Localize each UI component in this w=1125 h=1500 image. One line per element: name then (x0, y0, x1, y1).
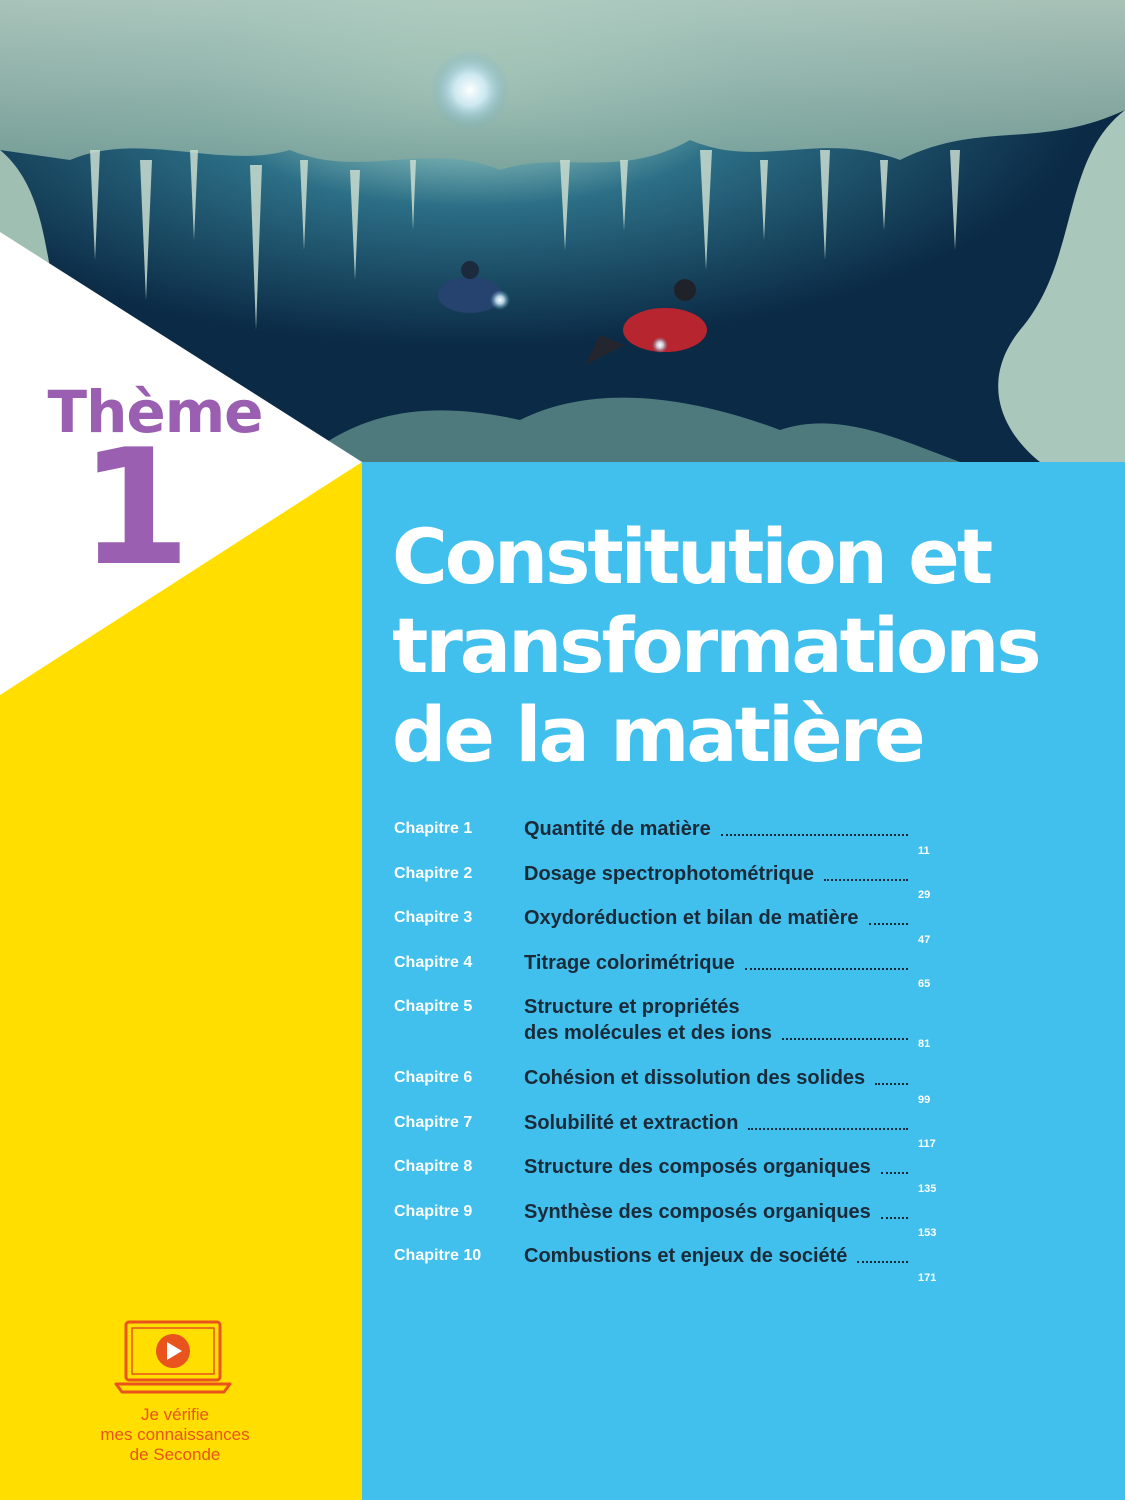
chapter-row[interactable] (394, 816, 954, 861)
chapter-page: 171 (918, 1271, 937, 1284)
chapter-row[interactable] (394, 1154, 954, 1199)
theme-label: Thème (47, 378, 263, 446)
title-line: transformations (392, 601, 1039, 690)
chapter-title: Titrage colorimétrique (524, 951, 735, 974)
dot-leader (782, 1038, 908, 1040)
chapter-page: 117 (918, 1138, 936, 1150)
chapter-label: Chapitre 2 (394, 864, 473, 882)
title-line: Constitution et (392, 512, 991, 601)
chapter-title: Oxydoréduction et bilan de matière (524, 907, 859, 929)
chapter-page: 153 (918, 1227, 937, 1239)
chapter-label: Chapitre 9 (394, 1202, 473, 1220)
laptop-play-icon[interactable] (114, 1318, 232, 1394)
review-link[interactable] (60, 1405, 290, 1465)
theme-title (392, 512, 1112, 779)
dot-leader (869, 923, 908, 925)
dot-leader (824, 879, 908, 881)
chapter-row[interactable] (394, 1199, 954, 1244)
chapter-row[interactable] (394, 994, 954, 1065)
chapter-label: Chapitre 1 (394, 820, 473, 837)
review-text-line: de Seconde (129, 1445, 221, 1464)
chapter-page: 29 (918, 889, 931, 901)
review-text-line: mes connaissances (100, 1425, 250, 1444)
chapter-label: Chapitre 10 (394, 1247, 482, 1264)
chapter-title: Solubilité et extraction (524, 1111, 739, 1134)
dot-leader (857, 1261, 908, 1263)
chapter-row[interactable] (394, 861, 954, 906)
chapter-title: Combustions et enjeux de société (524, 1245, 848, 1267)
chapter-title: Cohésion et dissolution des solides (524, 1067, 866, 1089)
dot-leader (721, 834, 908, 836)
chapter-title: Structure des composés organiques (524, 1156, 871, 1178)
chapter-title: Quantité de matière (524, 818, 711, 840)
chapter-row[interactable] (394, 1243, 954, 1288)
chapter-title: Dosage spectrophotométrique (524, 862, 815, 885)
chapter-label: Chapitre 7 (394, 1113, 473, 1131)
chapter-page: 47 (918, 933, 931, 946)
chapter-title: des molécules et des ions (524, 1022, 772, 1044)
chapter-page: 11 (918, 844, 930, 857)
chapter-page: 135 (918, 1182, 937, 1195)
chapter-label: Chapitre 8 (394, 1158, 473, 1175)
dot-leader (881, 1172, 908, 1174)
chapter-row[interactable] (394, 1065, 954, 1110)
chapter-title: Synthèse des composés organiques (524, 1200, 871, 1223)
review-text-line: Je vérifie (140, 1405, 210, 1424)
dot-leader (875, 1083, 908, 1085)
dot-leader (745, 968, 908, 970)
chapter-label: Chapitre 4 (394, 953, 473, 971)
chapter-page: 65 (918, 978, 931, 990)
title-line: de la matière (392, 690, 923, 779)
chapter-page: 99 (918, 1093, 931, 1106)
dot-leader (881, 1217, 908, 1219)
chapter-row[interactable] (394, 950, 954, 995)
chapter-row[interactable] (394, 1110, 954, 1155)
dot-leader (748, 1128, 908, 1130)
chapter-list (394, 816, 954, 1288)
chapter-row[interactable] (394, 905, 954, 950)
chapter-title-line1: Structure et propriétés (524, 996, 740, 1018)
chapter-label: Chapitre 6 (394, 1069, 473, 1086)
chapter-label: Chapitre 3 (394, 909, 473, 926)
theme-number: 1 (79, 414, 191, 601)
chapter-label: Chapitre 5 (394, 998, 473, 1015)
chapter-page: 81 (918, 1038, 931, 1050)
